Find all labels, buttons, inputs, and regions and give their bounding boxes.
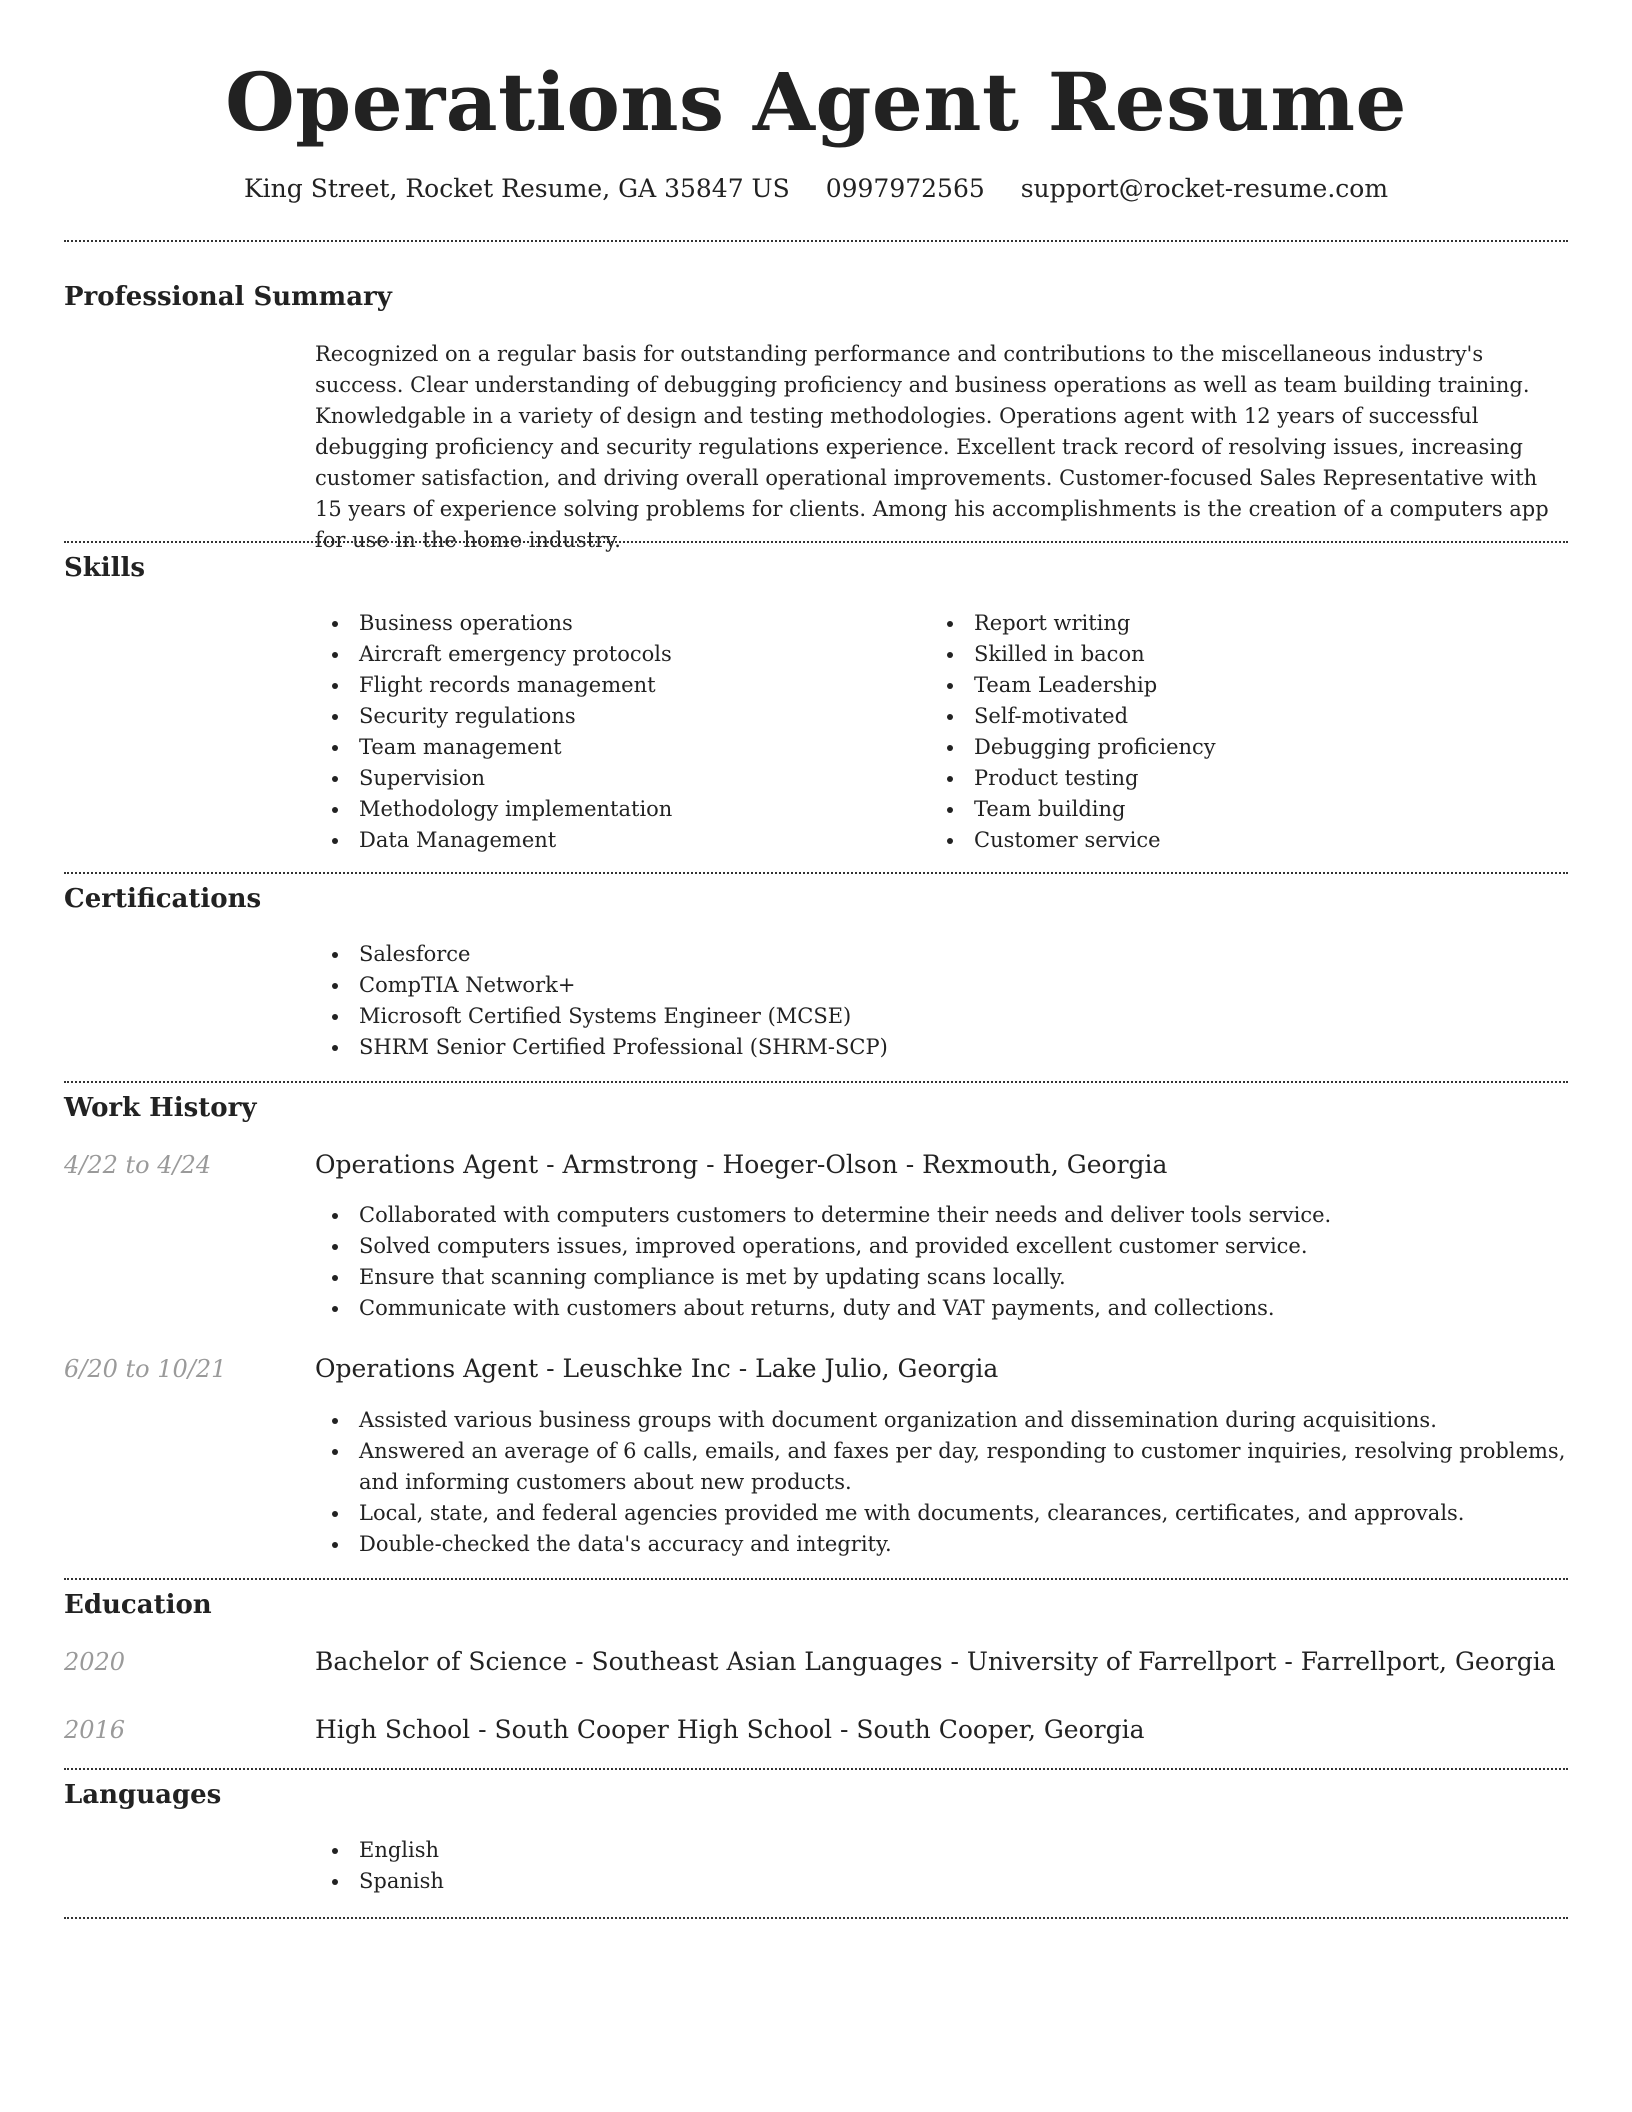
list-item: Salesforce <box>315 939 1568 970</box>
languages-list <box>315 1835 1568 1897</box>
job-bullets <box>315 1405 1568 1560</box>
education-year: 2020 <box>64 1648 126 1676</box>
list-item: Team Leadership <box>930 670 1545 701</box>
list-item: Report writing <box>930 608 1545 639</box>
list-item: Spanish <box>315 1866 1568 1897</box>
section-divider <box>64 872 1568 874</box>
section-divider <box>64 1917 1568 1919</box>
section-divider <box>64 240 1568 242</box>
list-item: Collaborated with computers customers to determine their needs and deliver tools service. <box>315 1200 1568 1231</box>
contact-phone: 0997972565 <box>825 174 985 203</box>
list-item: Double-checked the data's accuracy and integrity. <box>315 1529 1568 1560</box>
job-date: 4/22 to 4/24 <box>64 1151 212 1179</box>
list-item: Communicate with customers about returns, duty and VAT payments, and collections. <box>315 1293 1568 1324</box>
list-item: Local, state, and federal agencies provided me with documents, clearances, certificates, and approvals. <box>315 1498 1568 1529</box>
work-heading: Work History <box>64 1093 257 1123</box>
list-item: Team building <box>930 794 1545 825</box>
list-item: CompTIA Network+ <box>315 970 1568 1001</box>
list-item: SHRM Senior Certified Professional (SHRM-SCP) <box>315 1032 1568 1063</box>
list-item: Security regulations <box>315 701 930 732</box>
languages-heading: Languages <box>64 1780 222 1810</box>
skills-grid <box>315 608 1568 856</box>
list-item: Assisted various business groups with document organization and dissemination during acquisitions. <box>315 1405 1568 1436</box>
section-divider <box>64 541 1568 543</box>
job-title: Operations Agent - Armstrong - Hoeger-Olson - Rexmouth, Georgia <box>315 1150 1168 1179</box>
list-item: Solved computers issues, improved operations, and provided excellent customer service. <box>315 1231 1568 1262</box>
section-divider <box>64 1768 1568 1770</box>
certifications-heading: Certifications <box>64 884 262 914</box>
education-year: 2016 <box>64 1716 126 1744</box>
list-item: Product testing <box>930 763 1545 794</box>
list-item: Methodology implementation <box>315 794 930 825</box>
summary-heading: Professional Summary <box>64 282 392 312</box>
list-item: Self-motivated <box>930 701 1545 732</box>
summary-text: Recognized on a regular basis for outstanding performance and contributions to the miscellaneous industry's success. Clear understanding of debugging proficiency and business operations as well as team building training. Knowledgable in a variety of design and testing methodologies. Operations agent with 12 years of successful debugging proficiency and security regulations experience. Excellent track record of resolving issues, increasing customer satisfaction, and driving overall operational improvements. Customer-focused Sales Representative with 15 years of experience solving problems for clients. Among his accomplishments is the creation of a computers app for use in the home industry. <box>315 342 1549 552</box>
list-item: Data Management <box>315 825 930 856</box>
section-divider <box>64 1081 1568 1083</box>
list-item: Aircraft emergency protocols <box>315 639 930 670</box>
skills-list-right <box>930 608 1545 856</box>
job-title: Operations Agent - Leuschke Inc - Lake Julio, Georgia <box>315 1354 999 1383</box>
job-bullets <box>315 1200 1568 1324</box>
list-item: Supervision <box>315 763 930 794</box>
education-heading: Education <box>64 1590 212 1620</box>
list-item: Ensure that scanning compliance is met by updating scans locally. <box>315 1262 1568 1293</box>
list-item: Debugging proficiency <box>930 732 1545 763</box>
list-item: Flight records management <box>315 670 930 701</box>
list-item: Team management <box>315 732 930 763</box>
list-item: Customer service <box>930 825 1545 856</box>
education-title: High School - South Cooper High School - South Cooper, Georgia <box>315 1715 1145 1744</box>
list-item: Business operations <box>315 608 930 639</box>
contact-line <box>64 173 1568 205</box>
skills-list-left <box>315 608 930 856</box>
contact-email[interactable]: support@rocket-resume.com <box>1020 174 1389 203</box>
section-divider <box>64 1578 1568 1580</box>
list-item: Microsoft Certified Systems Engineer (MCSE) <box>315 1001 1568 1032</box>
contact-address: King Street, Rocket Resume, GA 35847 US <box>243 174 790 203</box>
certifications-list <box>315 939 1568 1063</box>
skills-heading: Skills <box>64 553 146 583</box>
job-date: 6/20 to 10/21 <box>64 1355 227 1383</box>
list-item: Answered an average of 6 calls, emails, and faxes per day, responding to customer inquiries, resolving problems, and informing customers about new products. <box>315 1436 1568 1498</box>
education-title: Bachelor of Science - Southeast Asian Languages - University of Farrellport - Farrellport, Georgia <box>315 1647 1556 1676</box>
page-title: Operations Agent Resume <box>225 55 1407 149</box>
list-item: English <box>315 1835 1568 1866</box>
list-item: Skilled in bacon <box>930 639 1545 670</box>
